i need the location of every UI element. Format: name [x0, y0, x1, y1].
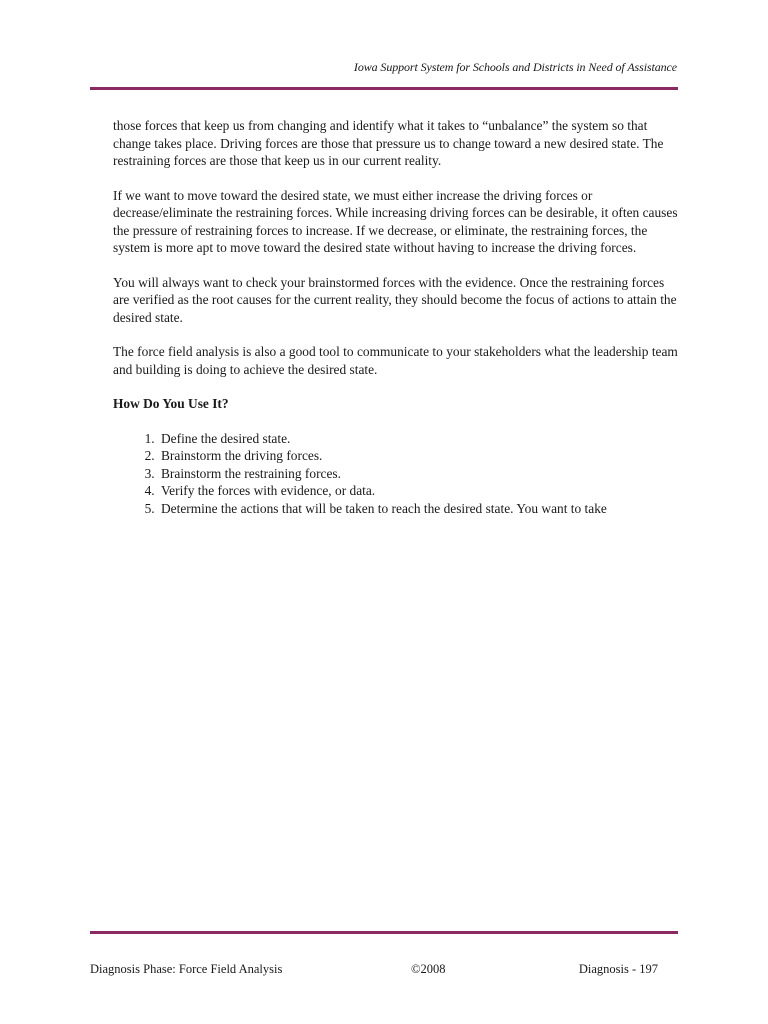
- paragraph: If we want to move toward the desired state, we must either increase the driving forces or decrease/eliminate the restraining forces. While increasing driving forces can be desirable, it often causes the pressure of restraining forces to increase. If we decrease, or eliminate, the restraining forces, the system is more apt to move toward the desired state without having to increase the driving forces.: [113, 187, 678, 255]
- footer-rule: [90, 931, 678, 934]
- page-content: [113, 117, 678, 517]
- paragraph: those forces that keep us from changing and identify what it takes to “unbalance” the system so that change takes place. Driving forces are those that pressure us to change toward a new desired state. The restraining forces are those that keep us in our current reality.: [113, 118, 664, 168]
- footer-section-label: Diagnosis Phase: Force Field Analysis: [90, 962, 283, 976]
- paragraph: You will always want to check your brainstormed forces with the evidence. Once the restraining forces are verified as the root causes for the current reality, they should become the focus of actions to attain the desired state.: [113, 274, 677, 325]
- list-item: 1. Define the desired state.: [158, 430, 678, 448]
- footer-copyright: ©2008: [411, 962, 446, 976]
- page-number: Diagnosis - 197: [578, 962, 658, 976]
- list-item: 2. Brainstorm the driving forces.: [158, 447, 678, 465]
- paragraph: The force field analysis is also a good tool to communicate to your stakeholders what the leadership team and building is doing to achieve the desired state.: [113, 344, 678, 377]
- list-item: 3. Brainstorm the restraining forces.: [158, 465, 678, 483]
- steps-list: [113, 430, 678, 518]
- running-header: Iowa Support System for Schools and Districts in Need of Assistance: [353, 60, 677, 74]
- header-rule: [90, 87, 678, 90]
- list-item: 5. Determine the actions that will be taken to reach the desired state. You want to take: [158, 500, 678, 518]
- section-heading: How Do You Use It?: [113, 396, 229, 411]
- list-item: 4. Verify the forces with evidence, or data.: [158, 482, 678, 500]
